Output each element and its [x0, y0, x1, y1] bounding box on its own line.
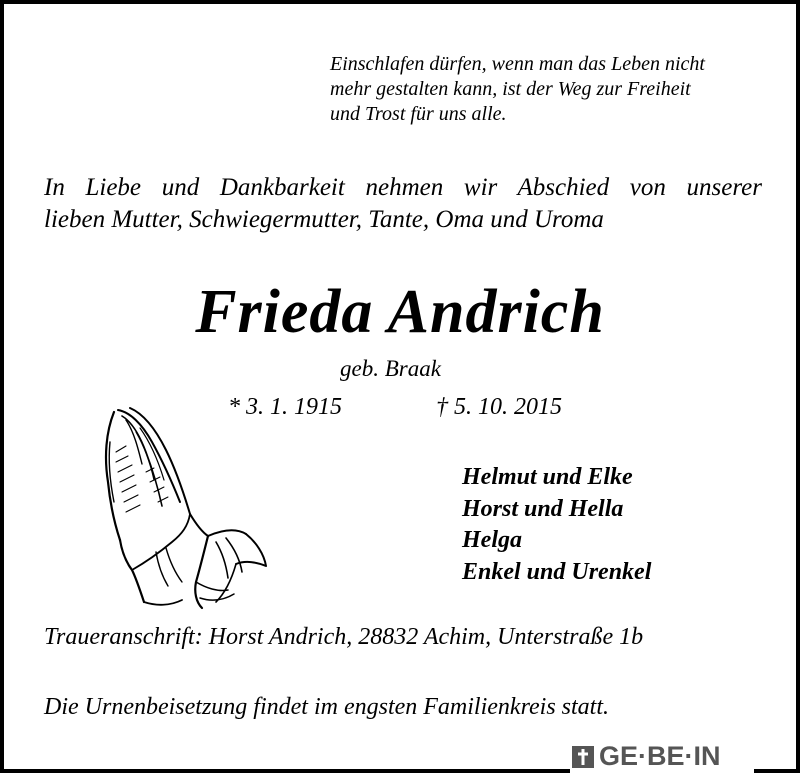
intro-line: In Liebe und Dankbarkeit nehmen wir Abschied von unserer: [44, 174, 762, 201]
mourner-entry: Helga: [462, 527, 522, 553]
mourner-entry: Horst und Hella: [462, 495, 624, 522]
mourner-entry: Helmut und Elke: [462, 464, 633, 490]
motto-line: Einschlafen dürfen, wenn man das Leben nicht: [330, 53, 705, 75]
birth-date: * 3. 1. 1915: [228, 394, 342, 420]
gebein-cross-icon: [570, 744, 596, 770]
burial-note: Die Urnenbeisetzung findet im engsten Familienkreis statt.: [44, 694, 610, 720]
logo-text: GE·BE·IN: [599, 741, 721, 771]
maiden-name: geb. Braak: [340, 356, 441, 381]
mourning-address: Traueranschrift: Horst Andrich, 28832 Achim, Unterstraße 1b: [44, 624, 644, 650]
death-date: † 5. 10. 2015: [436, 394, 562, 420]
motto-line: und Trost für uns alle.: [330, 103, 507, 125]
mourner-entry: Enkel und Urenkel: [462, 558, 652, 585]
mourners-list: [462, 462, 651, 588]
gebein-logo: [570, 740, 754, 773]
intro-line: lieben Mutter, Schwiegermutter, Tante, Oma und Uroma: [44, 206, 604, 233]
motto-line: mehr gestalten kann, ist der Weg zur Freiheit: [330, 78, 691, 100]
deceased-name: Frieda Andrich: [195, 278, 605, 346]
praying-hands-icon: [96, 402, 268, 612]
intro-text: [44, 172, 762, 236]
motto: [330, 52, 770, 127]
